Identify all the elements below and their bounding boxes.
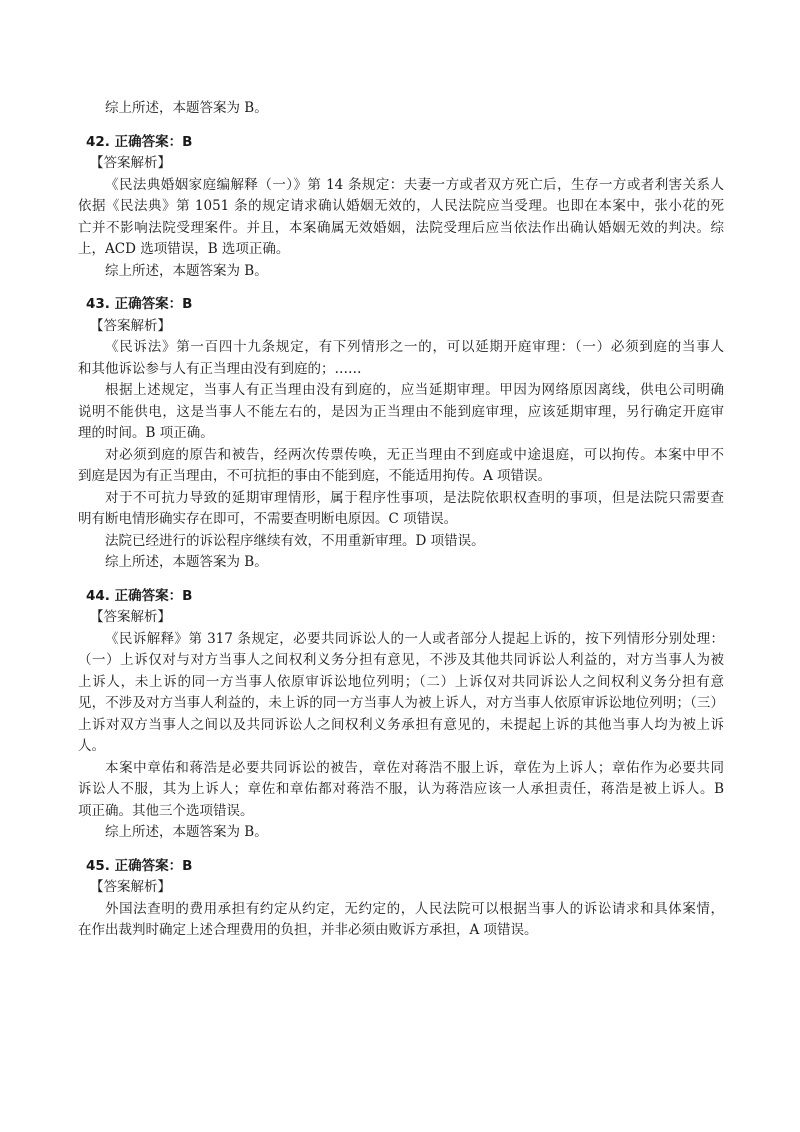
question-answer-title: 42. 正确答案：B <box>86 133 193 150</box>
paragraph-line: 综上所述，本题答案为 B。 <box>105 100 268 116</box>
paragraph-line: 见，不涉及对方当事人利益的，未上诉的同一方当事人为被上诉人，对方当事人依原审诉讼地位列明；（三） <box>78 695 724 711</box>
paragraph-line: 明有断电情形确实存在即可，不需要查明断电原因。C 项错误。 <box>78 511 458 527</box>
paragraph-line: 外国法查明的费用承担有约定从约定，无约定的，人民法院可以根据当事人的诉讼请求和具体案情， <box>105 900 724 917</box>
paragraph-line: 综上所述，本题答案为 B。 <box>105 824 268 840</box>
paragraph-line: 理的时间。B 项正确。 <box>78 425 214 441</box>
answer-analysis-heading: 【答案解析】 <box>90 317 171 334</box>
paragraph-line: 上诉对双方当事人之间以及共同诉讼人之间权利义务承担有意见的，未提起上诉的其他当事人均为被上诉 <box>78 716 724 733</box>
question-answer-title: 44. 正确答案：B <box>86 587 193 604</box>
paragraph-line: 亡并不影响法院受理案件。并且，本案确属无效婚姻，法院受理后应当依法作出确认婚姻无效的判决。综 <box>78 219 724 236</box>
paragraph-line: 对必须到庭的原告和被告，经两次传票传唤，无正当理由不到庭或中途退庭，可以拘传。本案中甲不 <box>105 446 724 463</box>
paragraph-line: 《民诉解释》第 317 条规定，必要共同诉讼人的一人或者部分人提起上诉的，按下列情形分别处理： <box>105 630 724 647</box>
paragraph-line: 《民诉法》第一百四十九条规定，有下列情形之一的，可以延期开庭审理：（一）必须到庭的当事人 <box>105 339 724 355</box>
paragraph-line: 在作出裁判时确定上述合理费用的负担，并非必须由败诉方承担，A 项错误。 <box>78 922 538 938</box>
question-answer-title: 45. 正确答案：B <box>86 857 193 874</box>
paragraph-line: 依据《民法典》第 1051 条的规定请求确认婚姻无效的，人民法院应当受理。也即在本案中，张小花的死 <box>78 198 724 214</box>
paragraph-line: 综上所述，本题答案为 B。 <box>105 554 268 570</box>
paragraph-line: 诉讼人不服，其为上诉人；章佐和章佑都对蒋浩不服，认为蒋浩应该一人承担责任，蒋浩是被上诉人。B <box>78 781 724 797</box>
paragraph-line: 根据上述规定，当事人有正当理由没有到庭的，应当延期审理。甲因为网络原因离线，供电公司明确 <box>105 382 724 398</box>
paragraph-line: 说明不能供电，这是当事人不能左右的，是因为正当理由不能到庭审理，应该延期审理，另行确定开庭审 <box>78 403 724 420</box>
paragraph-line: 上，ACD 选项错误，B 选项正确。 <box>78 241 290 257</box>
paragraph-line: 和其他诉讼参与人有正当理由没有到庭的；…… <box>78 360 362 377</box>
paragraph-line: 法院已经进行的诉讼程序继续有效，不用重新审理。D 项错误。 <box>105 532 485 549</box>
paragraph-line: （一）上诉仅对与对方当事人之间权利义务分担有意见，不涉及其他共同诉讼人利益的，对方当事人为被 <box>78 652 724 668</box>
question-answer-title: 43. 正确答案：B <box>86 296 193 312</box>
paragraph-line: 项正确。其他三个选项错误。 <box>78 802 254 819</box>
answer-document <box>78 98 724 942</box>
paragraph-line: 本案中章佑和蒋浩是必要共同诉讼的被告，章佐对蒋浩不服上诉，章佐为上诉人；章佑作为必要共同 <box>105 759 724 776</box>
paragraph-line: 到庭是因为有正当理由，不可抗拒的事由不能到庭，不能适用拘传。A 项错误。 <box>78 468 552 484</box>
answer-analysis-heading: 【答案解析】 <box>90 155 171 171</box>
answer-analysis-heading: 【答案解析】 <box>90 609 171 625</box>
paragraph-line: 《民法典婚姻家庭编解释（一）》第 14 条规定：夫妻一方或者双方死亡后，生存一方或者利害关系人 <box>105 176 724 193</box>
paragraph-line: 上诉人，未上诉的同一方当事人依原审诉讼地位列明；（二）上诉仅对共同诉讼人之间权利义务分担有意 <box>78 673 724 690</box>
answer-analysis-heading: 【答案解析】 <box>90 879 171 895</box>
paragraph-line: 对于不可抗力导致的延期审理情形，属于程序性事项，是法院依职权查明的事项，但是法院只需要查 <box>105 489 724 506</box>
paragraph-line: 人。 <box>78 738 105 754</box>
paragraph-line: 综上所述，本题答案为 B。 <box>105 262 268 279</box>
